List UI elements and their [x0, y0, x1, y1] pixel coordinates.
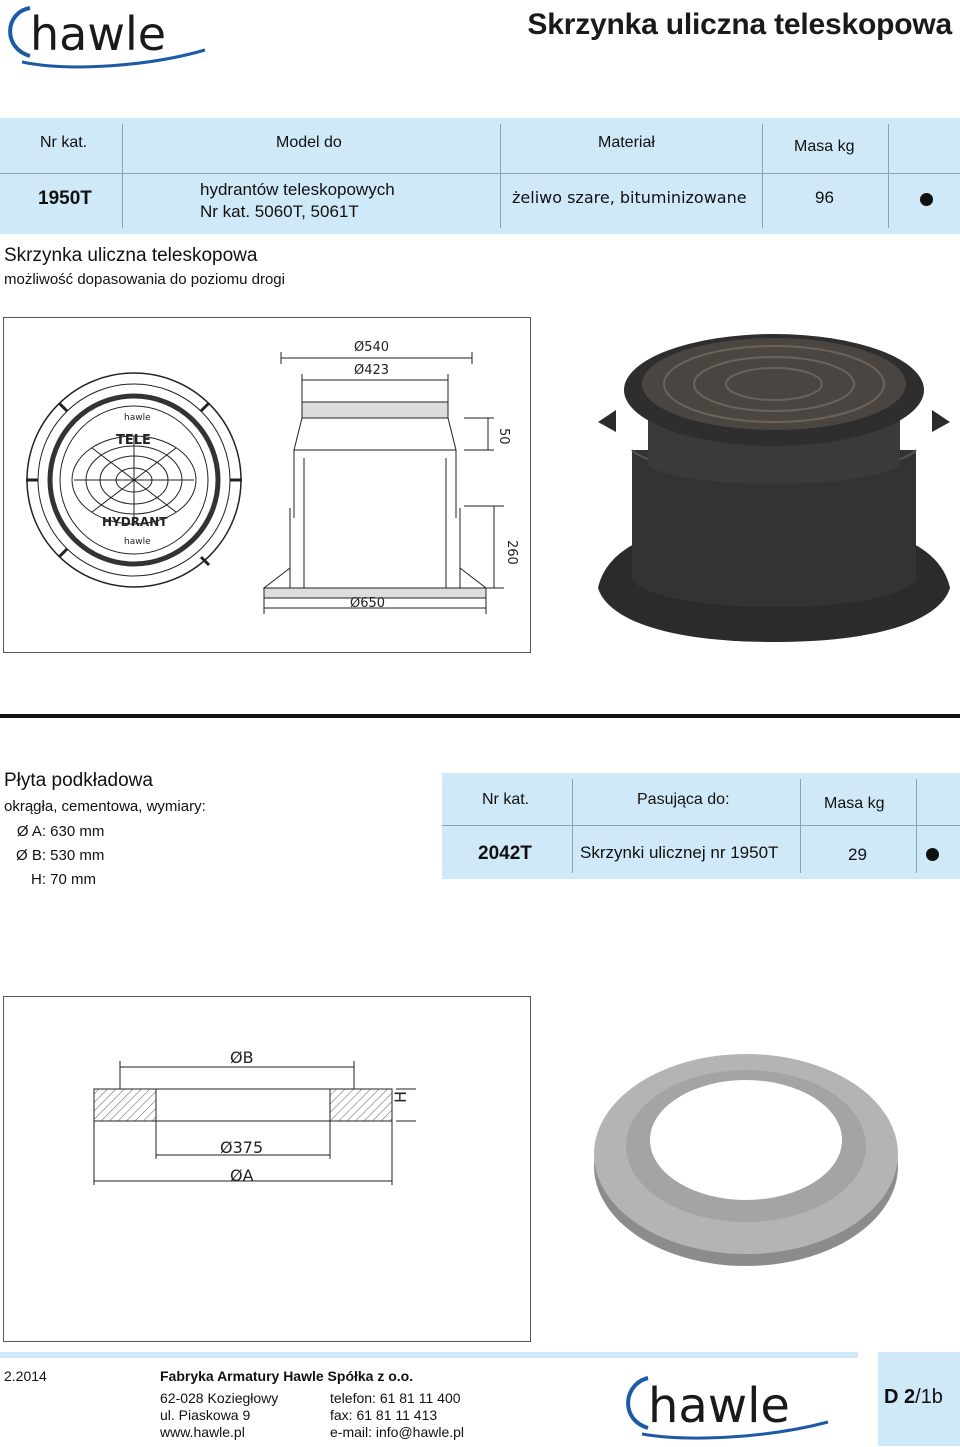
- cell-masa: 29: [848, 845, 867, 864]
- section2-title: Płyta podkładowa: [4, 770, 153, 791]
- cell-model-line2: Nr kat. 5060T, 5061T: [200, 202, 359, 221]
- dim-h: H: [391, 1090, 410, 1103]
- footer-date: 2.2014: [4, 1368, 47, 1384]
- dim-d650: Ø650: [350, 596, 386, 611]
- section-divider: [0, 714, 960, 718]
- dim-d375: Ø375: [220, 1138, 264, 1157]
- baseplate-section: [94, 1061, 416, 1185]
- dim-h260: 260: [504, 540, 519, 565]
- page-number: D 2/1b: [884, 1386, 943, 1408]
- page-title: Skrzynka uliczna teleskopowa: [527, 8, 952, 41]
- section1-title: Skrzynka uliczna teleskopowa: [4, 245, 258, 266]
- svg-text:hawle: hawle: [30, 7, 167, 61]
- header-model: Model do: [276, 134, 342, 151]
- baseplate-table: [442, 773, 960, 879]
- footer-band: [0, 1352, 858, 1358]
- cell-nr-kat: 2042T: [478, 843, 532, 864]
- availability-dot: [926, 848, 939, 861]
- header-material: Materiał: [598, 134, 655, 151]
- footer-address: 62-028 Koziegłowy ul. Piaskowa 9 www.hawle.pl: [160, 1390, 279, 1440]
- section2-subtitle: okrągła, cementowa, wymiary:: [4, 798, 206, 815]
- product-table: [0, 118, 960, 234]
- hawle-logo: [0, 0, 215, 70]
- footer-website-link[interactable]: www.hawle.pl: [160, 1424, 245, 1440]
- cell-masa: 96: [815, 188, 834, 207]
- dim-d540: Ø540: [354, 340, 390, 355]
- technical-drawing-box: [3, 317, 531, 653]
- header-masa: Masa kg: [794, 138, 855, 155]
- cell-nr-kat: 1950T: [38, 188, 92, 209]
- section1-subtitle: możliwość dopasowania do poziomu drogi: [4, 271, 285, 288]
- svg-text:HYDRANT: HYDRANT: [102, 515, 168, 529]
- header-fits: Pasująca do:: [637, 791, 730, 808]
- dim-h50: 50: [496, 428, 511, 445]
- cell-material: żeliwo szare, bituminizowane: [512, 188, 747, 207]
- header-nr-kat: Nr kat.: [482, 791, 530, 808]
- cross-section-drawing: [264, 352, 504, 614]
- baseplate-drawing-box: [3, 996, 531, 1342]
- spec-row: Ø B: 530 mm: [15, 847, 105, 864]
- cell-model-line1: hydrantów teleskopowych: [200, 180, 395, 199]
- spec-row: H: 70 mm: [31, 871, 97, 888]
- dim-d423: Ø423: [354, 363, 390, 378]
- page-number-box: [878, 1358, 960, 1446]
- baseplate-photo: [590, 1036, 902, 1270]
- header-masa: Masa kg: [824, 795, 885, 812]
- footer-hawle-logo: [618, 1370, 838, 1442]
- dim-dA: ØA: [230, 1166, 254, 1185]
- footer-contact: telefon: 61 81 11 400 fax: 61 81 11 413 e-mail: info@hawle.pl: [330, 1390, 465, 1440]
- svg-text:hawle: hawle: [124, 413, 151, 423]
- cover-top-view: [26, 373, 242, 587]
- footer-email-link[interactable]: e-mail: info@hawle.pl: [330, 1424, 465, 1440]
- street-box-photo: [588, 320, 960, 655]
- svg-text:hawle: hawle: [124, 537, 151, 547]
- availability-dot: [920, 193, 933, 206]
- spec-row: Ø A: 630 mm: [16, 823, 105, 840]
- svg-text:hawle: hawle: [648, 1378, 790, 1434]
- header-nr-kat: Nr kat.: [40, 134, 88, 151]
- dim-dB: ØB: [230, 1048, 254, 1067]
- cell-fits: Skrzynki ulicznej nr 1950T: [580, 843, 779, 862]
- footer-company: Fabryka Armatury Hawle Spółka z o.o.: [160, 1368, 414, 1384]
- svg-text:TELE: TELE: [116, 433, 151, 448]
- dimension-specs: [4, 820, 104, 892]
